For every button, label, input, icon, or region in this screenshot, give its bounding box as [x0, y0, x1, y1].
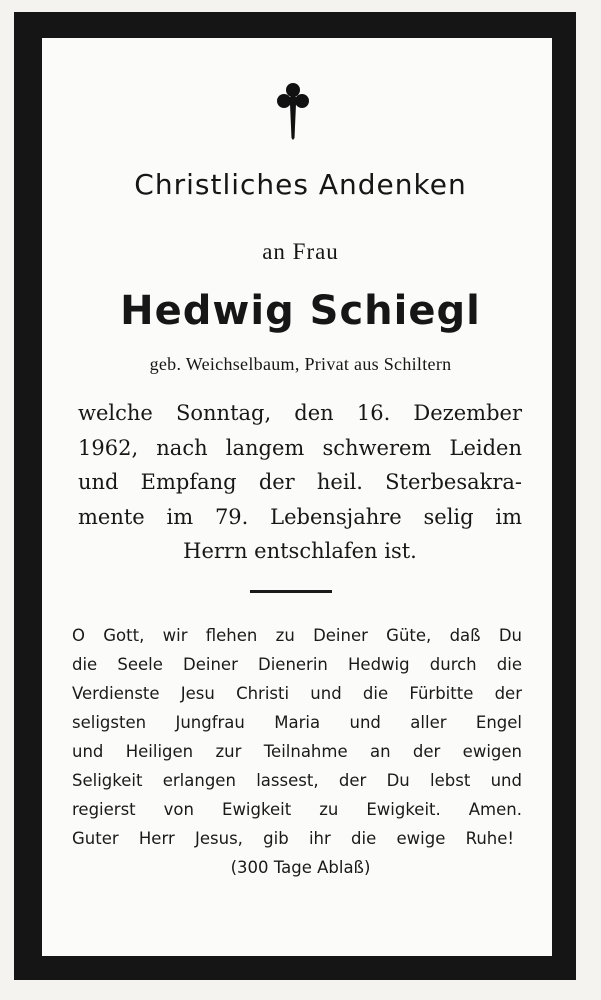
notice-line: und Empfang der heil. Sterbesakra- [78, 470, 522, 494]
closing-invocation: Guter Herr Jesus, gib ihr die ewige Ruhe! [72, 829, 514, 848]
notice-line: Herrn entschlafen ist. [183, 539, 417, 563]
salutation: an Frau [262, 239, 339, 264]
notice-line: welche Sonntag, den 16. Dezember [78, 401, 522, 425]
cross-icon [273, 82, 313, 142]
birth-name-and-origin: geb. Weichselbaum, Privat aus Schiltern [149, 354, 452, 374]
prayer-line: Seligkeit erlangen lassest, der Du lebst und [72, 771, 522, 790]
prayer-line: seligsten Jungfrau Maria und aller Engel [72, 713, 522, 732]
death-notice [78, 396, 522, 569]
prayer-line: die Seele Deiner Dienerin Hedwig durch die [72, 655, 522, 674]
prayer-line: Verdienste Jesu Christi und die Fürbitte der [72, 684, 522, 703]
indulgence-note: (300 Tage Ablaß) [230, 858, 371, 877]
prayer-line: regierst von Ewigkeit zu Ewigkeit. Amen. [72, 800, 522, 819]
notice-line: 1962, nach langem schwerem Leiden [78, 435, 522, 460]
prayer-text [72, 621, 522, 824]
prayer-line: O Gott, wir flehen zu Deiner Güte, daß Du [72, 626, 522, 645]
notice-line: mente im 79. Lebensjahre selig im [78, 504, 522, 529]
prayer-line: und Heiligen zur Teilnahme an der ewigen [72, 742, 522, 761]
divider-rule [250, 590, 332, 593]
card-title: Christliches Andenken [134, 168, 467, 201]
deceased-name: Hedwig Schiegl [120, 288, 481, 334]
